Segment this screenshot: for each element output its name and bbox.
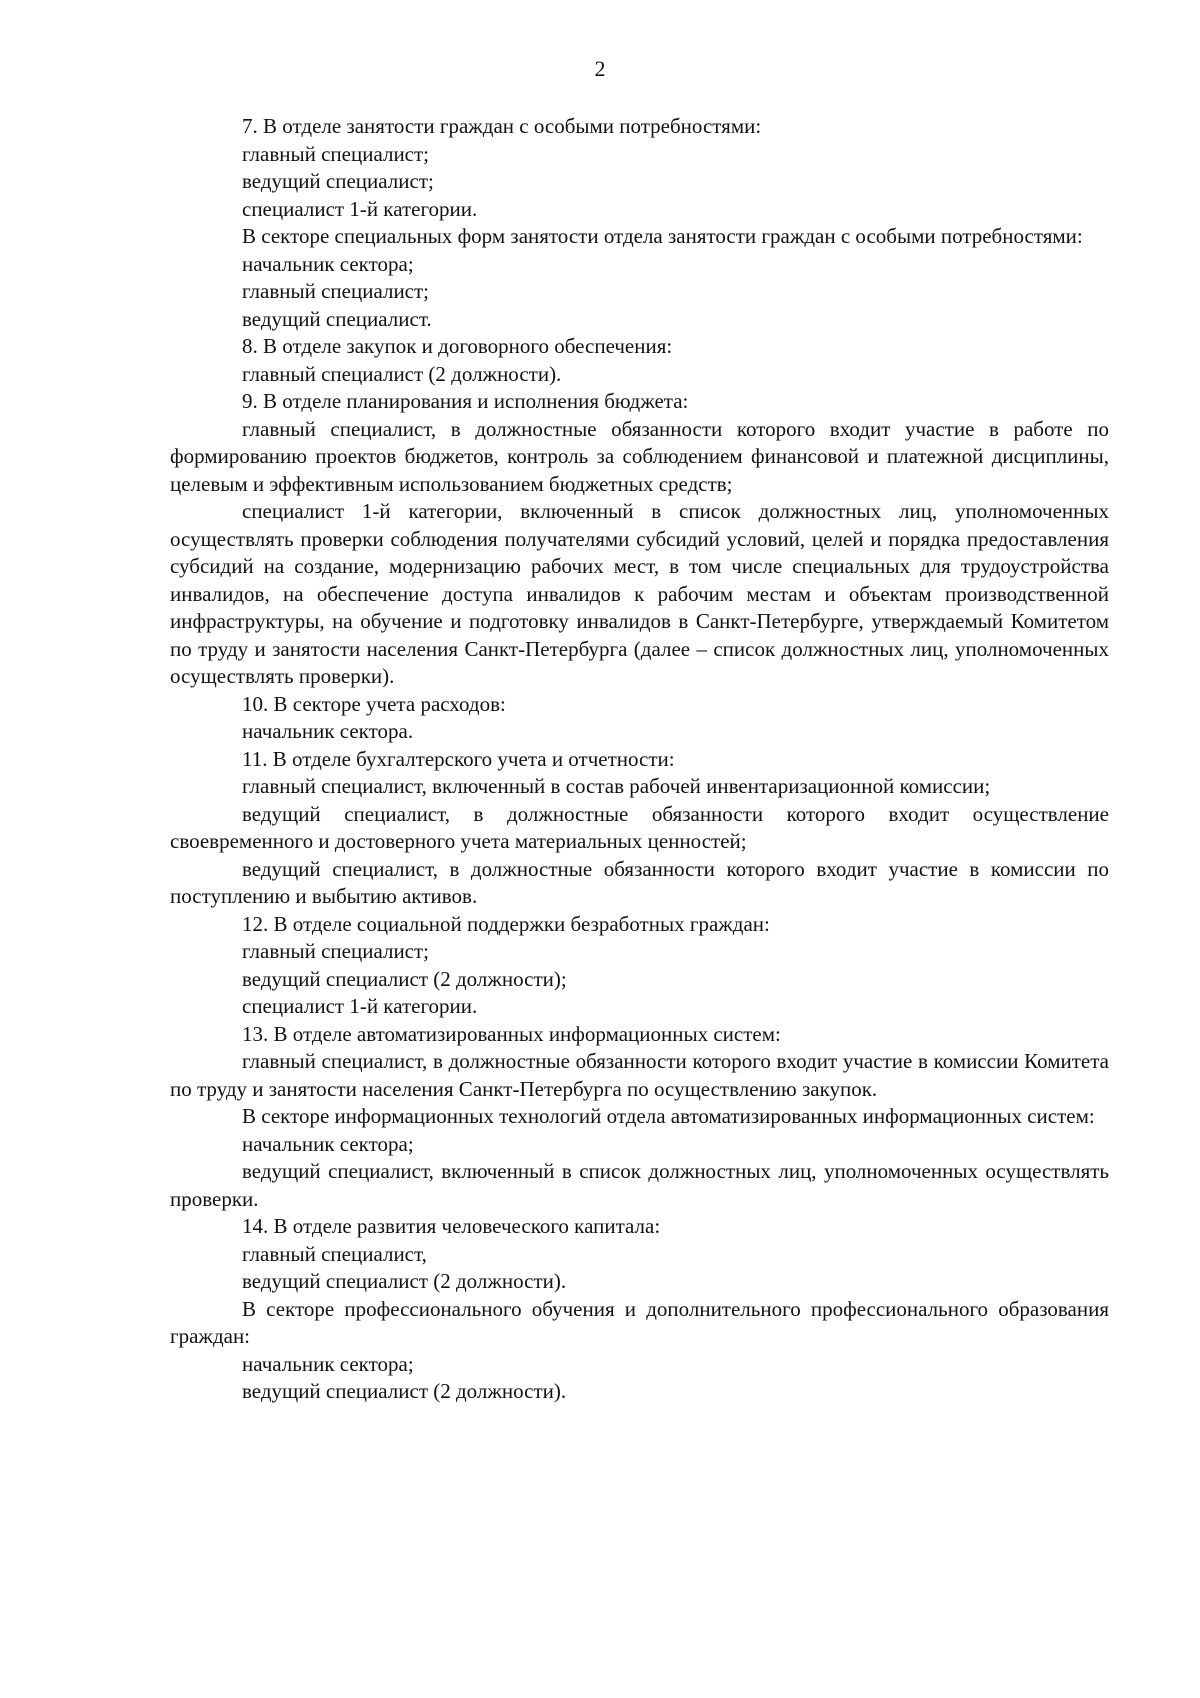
paragraph: главный специалист; [242,279,430,303]
paragraph: В секторе информационных технологий отдела автоматизированных информационных систем: [242,1104,1095,1128]
paragraph: специалист 1-й категории, включенный в список должностных лиц, уполномоченных осуществлять проверки соблюдения получателями субсидий условий, целей и порядка предоставления субсидий на создание, модернизацию рабочих мест, в том числе специальных для трудоустройства инвалидов, на обеспечение доступа инвалидов к рабочим местам и объектам производственной инфраструктуры, на обучение и подготовку инвалидов в Санкт-Петербурге, утверждаемый Комитетом по труду и занятости населения Санкт-Петербурга (далее – список должностных лиц, уполномоченных осуществлять проверки). [170,499,1109,688]
paragraph: главный специалист, в должностные обязанности которого входит участие в работе по формированию проектов бюджетов, контроль за соблюдением финансовой и платежной дисциплины, целевым и эффективным использованием бюджетных средств; [170,416,1109,496]
paragraph: 9. В отделе планирования и исполнения бюджета: [242,389,689,413]
paragraph: 13. В отделе автоматизированных информационных систем: [242,1021,781,1046]
paragraph: В секторе специальных форм занятости отдела занятости граждан с особыми потребностями: [242,224,1083,248]
paragraph: 7. В отделе занятости граждан с особыми потребностями: [242,114,762,138]
paragraph: 10. В секторе учета расходов: [242,691,506,716]
paragraph: начальник сектора; [242,1131,414,1156]
paragraph: ведущий специалист. [242,306,432,331]
paragraph: главный специалист; [242,141,430,166]
paragraph: ведущий специалист, в должностные обязанности которого входит осуществление своевременного и достоверного учета материальных ценностей; [170,801,1109,853]
paragraph: ведущий специалист (2 должности). [242,1379,567,1403]
document-body [170,113,1109,1406]
paragraph: главный специалист, включенный в состав рабочей инвентаризационной комиссии; [242,774,991,798]
paragraph: 14. В отделе развития человеческого капитала: [242,1214,661,1238]
paragraph: ведущий специалист (2 должности); [242,966,567,991]
paragraph: 8. В отделе закупок и договорного обеспечения: [242,334,673,358]
paragraph: главный специалист; [242,939,430,963]
paragraph: специалист 1-й категории. [242,196,478,221]
paragraph: специалист 1-й категории. [242,994,478,1018]
paragraph: начальник сектора. [242,719,414,743]
paragraph: главный специалист, [242,1241,427,1266]
paragraph: ведущий специалист, в должностные обязанности которого входит участие в комиссии по поступлению и выбытию активов. [170,856,1109,908]
paragraph: начальник сектора; [242,251,414,276]
paragraph: 11. В отделе бухгалтерского учета и отчетности: [242,746,675,771]
paragraph: главный специалист (2 должности). [242,361,562,386]
page-number: 2 [594,56,606,81]
paragraph: ведущий специалист, включенный в список должностных лиц, уполномоченных осуществлять проверки. [170,1159,1109,1211]
paragraph: ведущий специалист; [242,169,434,193]
paragraph: главный специалист, в должностные обязанности которого входит участие в комиссии Комитета по труду и занятости населения Санкт-Петербурга по осуществлению закупок. [170,1049,1109,1101]
paragraph: 12. В отделе социальной поддержки безработных граждан: [242,911,770,936]
paragraph: В секторе профессионального обучения и дополнительного профессионального образования граждан: [170,1296,1109,1348]
paragraph: начальник сектора; [242,1351,414,1376]
paragraph: ведущий специалист (2 должности). [242,1269,567,1293]
